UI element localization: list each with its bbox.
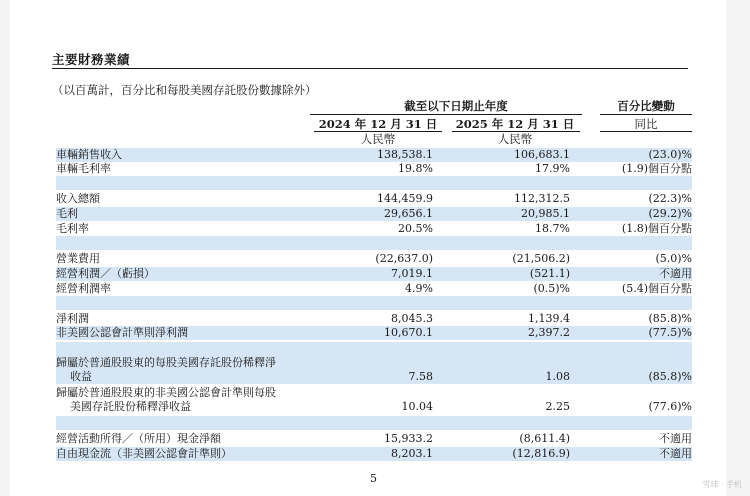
row-label: 毛利率 bbox=[56, 222, 89, 235]
period-group-header: 截至以下日期止年度 bbox=[404, 99, 508, 113]
page-number: 5 bbox=[370, 472, 377, 485]
value-2025: 106,683.1 bbox=[514, 148, 570, 161]
value-2025: 18.7% bbox=[535, 222, 570, 235]
value-2024: 7,019.1 bbox=[391, 267, 433, 280]
value-2025: 112,312.5 bbox=[514, 192, 570, 205]
title-underline bbox=[52, 68, 688, 69]
row-label: 收入總額 bbox=[56, 192, 100, 205]
table-row bbox=[56, 326, 692, 340]
table-row bbox=[56, 192, 692, 206]
value-change: 不適用 bbox=[659, 267, 692, 280]
value-change: (29.2)% bbox=[648, 207, 692, 220]
change-group-rule bbox=[600, 114, 692, 115]
row-label: 營業費用 bbox=[56, 252, 100, 265]
value-2025: 1.08 bbox=[545, 370, 570, 383]
col-2024-date: 2024 年 12 月 31 日 bbox=[318, 117, 438, 131]
table-row bbox=[56, 282, 692, 296]
table-row bbox=[56, 148, 692, 162]
value-2025: 17.9% bbox=[535, 162, 570, 175]
table-row bbox=[56, 162, 692, 176]
col-2025-date: 2025 年 12 月 31 日 bbox=[455, 117, 575, 131]
value-change: (77.5)% bbox=[648, 326, 692, 339]
row-label-continued: 收益 bbox=[70, 370, 92, 383]
row-label: 淨利潤 bbox=[56, 312, 89, 325]
row-label: 歸屬於普通股股東的每股美國存託股份稀釋淨 bbox=[56, 356, 276, 369]
value-2025: 2.25 bbox=[545, 400, 570, 413]
table-row bbox=[56, 312, 692, 326]
row-label: 車輛毛利率 bbox=[56, 162, 111, 175]
value-2024: 8,203.1 bbox=[391, 447, 433, 460]
watermark: 雪球 · 手机 bbox=[702, 480, 742, 489]
section-title: 主要財務業績 bbox=[52, 52, 131, 67]
table-row bbox=[56, 207, 692, 221]
change-group-header: 百分比變動 bbox=[617, 99, 675, 113]
col-change-sub: 同比 bbox=[634, 117, 658, 131]
value-change: (85.8)% bbox=[648, 370, 692, 383]
table-row bbox=[56, 222, 692, 236]
spacer-band bbox=[56, 176, 692, 190]
spacer-band bbox=[56, 342, 692, 356]
value-change: (85.8)% bbox=[648, 312, 692, 325]
units-note: （以百萬計，百分比和每股美國存託股份數據除外） bbox=[52, 83, 317, 97]
spacer-band bbox=[56, 416, 692, 430]
value-change: (5.0)% bbox=[655, 252, 692, 265]
value-change: 不適用 bbox=[659, 432, 692, 445]
row-label: 經營利潤率 bbox=[56, 282, 111, 295]
table-row bbox=[56, 447, 692, 461]
spacer-band bbox=[56, 236, 692, 250]
row-label: 自由現金流（非美國公認會計準則） bbox=[56, 447, 232, 460]
value-change: (1.9)個百分點 bbox=[621, 162, 692, 175]
table-row bbox=[56, 386, 692, 414]
table-row bbox=[56, 356, 692, 384]
table-row bbox=[56, 432, 692, 446]
value-2025: (521.1) bbox=[529, 267, 570, 280]
row-label: 經營活動所得／（所用）現金淨額 bbox=[56, 432, 221, 445]
value-2024: 144,459.9 bbox=[377, 192, 433, 205]
value-2025: 20,985.1 bbox=[521, 207, 570, 220]
value-2024: 15,933.2 bbox=[384, 432, 433, 445]
value-change: 不適用 bbox=[659, 447, 692, 460]
value-2024: 20.5% bbox=[398, 222, 433, 235]
col-2025-unit: 人民幣 bbox=[497, 132, 533, 146]
value-2025: (12,816.9) bbox=[512, 447, 570, 460]
col-2024-unit: 人民幣 bbox=[360, 132, 396, 146]
value-change: (1.8)個百分點 bbox=[621, 222, 692, 235]
document-page bbox=[10, 0, 726, 496]
value-2025: 1,139.4 bbox=[528, 312, 570, 325]
row-label: 車輛銷售收入 bbox=[56, 148, 122, 161]
value-2024: 138,538.1 bbox=[377, 148, 433, 161]
col-change-rule bbox=[600, 131, 692, 132]
row-label: 毛利 bbox=[56, 207, 78, 220]
row-label-continued: 美國存託股份稀釋淨收益 bbox=[70, 400, 191, 413]
value-2024: 10.04 bbox=[401, 400, 433, 413]
value-change: (77.6)% bbox=[648, 400, 692, 413]
value-2025: (8,611.4) bbox=[519, 432, 570, 445]
period-group-rule bbox=[310, 114, 582, 115]
value-2024: 29,656.1 bbox=[384, 207, 433, 220]
table-row bbox=[56, 252, 692, 266]
value-change: (22.3)% bbox=[648, 192, 692, 205]
value-2024: 8,045.3 bbox=[391, 312, 433, 325]
value-2024: 4.9% bbox=[405, 282, 433, 295]
value-2024: 19.8% bbox=[398, 162, 433, 175]
table-row bbox=[56, 267, 692, 281]
spacer-band bbox=[56, 296, 692, 310]
value-2024: 7.58 bbox=[408, 370, 433, 383]
value-2025: (21,506.2) bbox=[512, 252, 570, 265]
value-2025: (0.5)% bbox=[533, 282, 570, 295]
row-label: 非美國公認會計準則淨利潤 bbox=[56, 326, 188, 339]
row-label: 經營利潤／（虧損） bbox=[56, 267, 155, 280]
value-2025: 2,397.2 bbox=[528, 326, 570, 339]
row-label: 歸屬於普通股股東的非美國公認會計準則每股 bbox=[56, 386, 276, 399]
value-change: (23.0)% bbox=[648, 148, 692, 161]
value-2024: (22,637.0) bbox=[375, 252, 433, 265]
value-2024: 10,670.1 bbox=[384, 326, 433, 339]
value-change: (5.4)個百分點 bbox=[621, 282, 692, 295]
